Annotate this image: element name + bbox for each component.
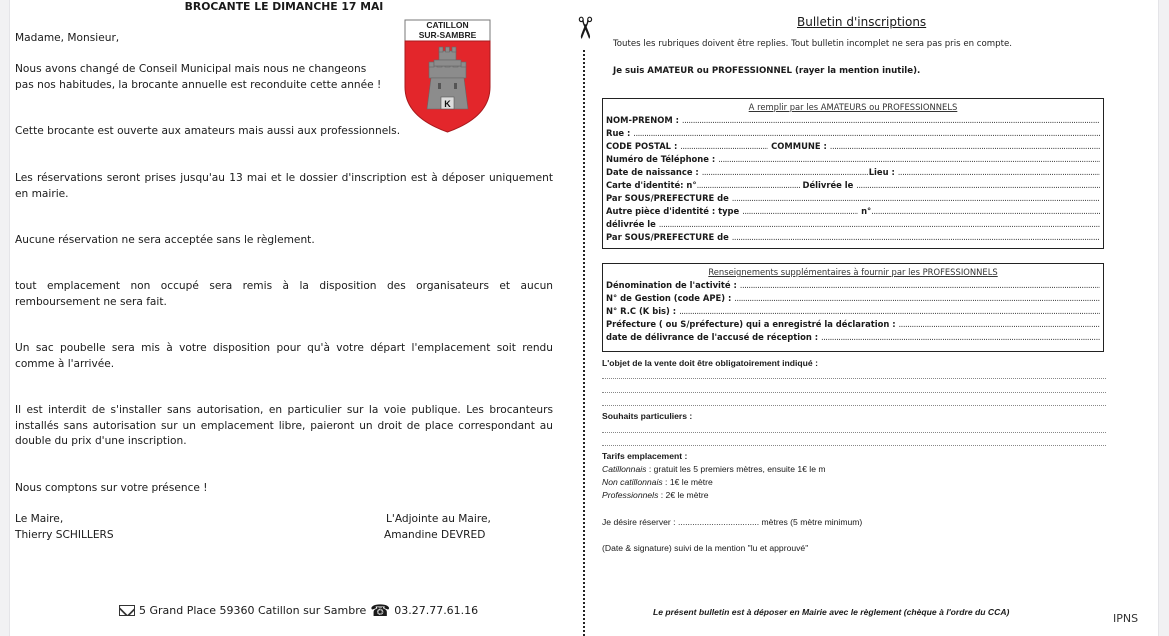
crest-line1: CATILLON xyxy=(426,20,469,30)
tarifs-section xyxy=(602,450,826,502)
input-dots[interactable] xyxy=(702,166,869,179)
meters-input[interactable]: .................................. xyxy=(677,517,760,527)
input-dots[interactable] xyxy=(830,140,1100,153)
objet-line-2[interactable] xyxy=(602,392,1106,393)
input-dots[interactable] xyxy=(680,140,768,153)
scissors-icon: ✂ xyxy=(566,15,602,41)
mayor-role: Le Maire, xyxy=(15,513,64,525)
paragraph-forbidden: Il est interdit de s'installer sans autorisation, en particulier sur la voie publique. Les brocanteurs installés sans autorisation sur un emplacement libre, paieront un droit de place correspondant au double du prix d'une inscription. xyxy=(15,404,553,447)
scrollbar-track[interactable] xyxy=(1158,0,1169,636)
paragraph-intro: Nous avons changé de Conseil Municipal mais nous ne changeons pas nos habitudes, la brocante annuelle est reconduite cette année ! xyxy=(15,63,382,91)
input-dots[interactable] xyxy=(682,114,1100,127)
input-dots[interactable] xyxy=(734,292,1100,305)
input-dots[interactable] xyxy=(821,331,1100,344)
input-dots[interactable] xyxy=(732,192,1100,205)
field-prefecture[interactable]: Préfecture ( ou S/préfecture) qui a enregistré la déclaration : ..... xyxy=(606,318,1100,331)
field-denomination[interactable]: Dénomination de l'activité : ..... xyxy=(606,279,1100,292)
form-note: Toutes les rubriques doivent être replies. Tout bulletin incomplet ne sera pas pris en compte. xyxy=(613,39,1012,49)
reserve-meters: Je désire réserver : .................................. mètres (5 mètre minimum) xyxy=(602,517,863,527)
telephone-icon: ☎ xyxy=(370,600,391,620)
field-accuse-reception[interactable]: date de délivrance de l'accusé de réception : ..... xyxy=(606,331,1100,344)
field-sous-prefecture-1[interactable]: Par SOUS/PREFECTURE de ..... xyxy=(606,192,1100,205)
amateur-professional-line[interactable]: Je suis AMATEUR ou PROFESSIONNEL (rayer la mention inutile). xyxy=(613,66,921,76)
paragraph-reservations: Les réservations seront prises jusqu'au 13 mai et le dossier d'inscription est à déposer uniquement en mairie. xyxy=(15,172,553,200)
input-dots[interactable] xyxy=(742,205,858,218)
deputy-name: Amandine DEVRED xyxy=(384,528,486,541)
field-telephone[interactable]: Numéro de Téléphone : ..... xyxy=(606,153,1100,166)
cut-line xyxy=(583,50,585,636)
tarifs-heading: Tarifs emplacement : xyxy=(602,451,688,461)
date-signature-line: (Date & signature) suivi de la mention "lu et approuvé" xyxy=(602,543,809,553)
paragraph-trash-bag: Un sac poubelle sera mis à votre disposition pour qu'à votre départ l'emplacement soit rendu comme à l'arrivée. xyxy=(15,342,553,370)
signature-deputy xyxy=(384,512,491,543)
objet-line-1[interactable] xyxy=(602,378,1106,379)
input-dots[interactable] xyxy=(856,179,1100,192)
mayor-name: Thierry SCHILLERS xyxy=(15,528,114,541)
deputy-role: L'Adjointe au Maire, xyxy=(386,513,491,525)
field-rue[interactable]: Rue : ..... xyxy=(606,127,1100,140)
souhaits-line-1[interactable] xyxy=(602,432,1106,433)
input-dots[interactable] xyxy=(659,218,1100,231)
input-dots[interactable] xyxy=(679,305,1100,318)
page-margin-left xyxy=(0,0,10,636)
field-delivree-le[interactable]: délivrée le ..... xyxy=(606,218,1100,231)
field-autre-piece[interactable]: Autre pièce d'identité : type ..... n° ..... xyxy=(606,205,1100,218)
input-dots[interactable] xyxy=(732,231,1100,244)
paragraph-unused-spot: tout emplacement non occupé sera remis à la disposition des organisateurs et aucun remboursement ne sera fait. xyxy=(15,280,553,308)
field-code-postal-commune[interactable]: CODE POSTAL : ..... COMMUNE : ..... xyxy=(606,140,1100,153)
registration-form xyxy=(590,0,1158,636)
phone-number: 03.27.77.61.16 xyxy=(394,604,479,617)
section1-heading: A remplir par les AMATEURS ou PROFESSIONNELS xyxy=(748,102,958,112)
input-dots[interactable] xyxy=(899,318,1100,331)
input-dots[interactable] xyxy=(898,166,1100,179)
paragraph-open: Cette brocante est ouverte aux amateurs mais aussi aux professionnels. xyxy=(15,125,401,137)
input-dots[interactable] xyxy=(697,179,800,192)
crest-letter: K xyxy=(444,99,451,109)
input-dots[interactable] xyxy=(740,279,1100,292)
tarif-row: Professionnels : 2€ le mètre xyxy=(602,490,709,500)
amateur-professional-box xyxy=(602,98,1104,249)
paragraph-payment: Aucune réservation ne sera acceptée sans le règlement. xyxy=(15,234,315,246)
crest-line2: SUR-SAMBRE xyxy=(418,30,477,40)
professional-box xyxy=(602,263,1104,352)
field-nom-prenom[interactable]: NOM-PRENOM : ..... xyxy=(606,114,1100,127)
field-code-ape[interactable]: N° de Gestion (code APE) : ..... xyxy=(606,292,1100,305)
input-dots[interactable] xyxy=(871,205,1100,218)
contact-footer xyxy=(119,600,479,620)
objet-vente-label: L'objet de la vente doit être obligatoirement indiqué : xyxy=(602,358,818,368)
signature-mayor xyxy=(15,512,114,543)
field-naissance-lieu[interactable]: Date de naissance : ..... Lieu : ..... xyxy=(606,166,1100,179)
input-dots[interactable] xyxy=(633,127,1100,140)
souhaits-line-2[interactable] xyxy=(602,445,1106,446)
letter-title: BROCANTE LE DIMANCHE 17 MAI xyxy=(184,0,384,13)
town-crest-logo xyxy=(404,19,491,133)
paragraph-closing: Nous comptons sur votre présence ! xyxy=(15,482,208,494)
envelope-icon xyxy=(119,605,135,616)
field-rc-kbis[interactable]: N° R.C (K bis) : ..... xyxy=(606,305,1100,318)
ipns-mark: IPNS xyxy=(1113,612,1139,625)
form-title: Bulletin d'inscriptions xyxy=(797,15,927,29)
greeting: Madame, Monsieur, xyxy=(15,32,120,44)
field-carte-identite[interactable]: Carte d'identité: n° ..... Délivrée le ..... xyxy=(606,179,1100,192)
address: 5 Grand Place 59360 Catillon sur Sambre xyxy=(139,604,367,617)
objet-line-3[interactable] xyxy=(602,405,1106,406)
souhaits-label: Souhaits particuliers : xyxy=(602,411,693,421)
tarif-row: Non catillonnais : 1€ le mètre xyxy=(602,477,713,487)
field-sous-prefecture-2[interactable]: Par SOUS/PREFECTURE de ..... xyxy=(606,231,1100,244)
input-dots[interactable] xyxy=(718,153,1100,166)
tarif-row: Catillonnais : gratuit les 5 premiers mètres, ensuite 1€ le m xyxy=(602,464,826,474)
deposit-instruction: Le présent bulletin est à déposer en Mairie avec le règlement (chèque à l'ordre du CCA) xyxy=(653,607,1010,617)
section2-heading: Renseignements supplémentaires à fournir par les PROFESSIONNELS xyxy=(708,267,998,277)
